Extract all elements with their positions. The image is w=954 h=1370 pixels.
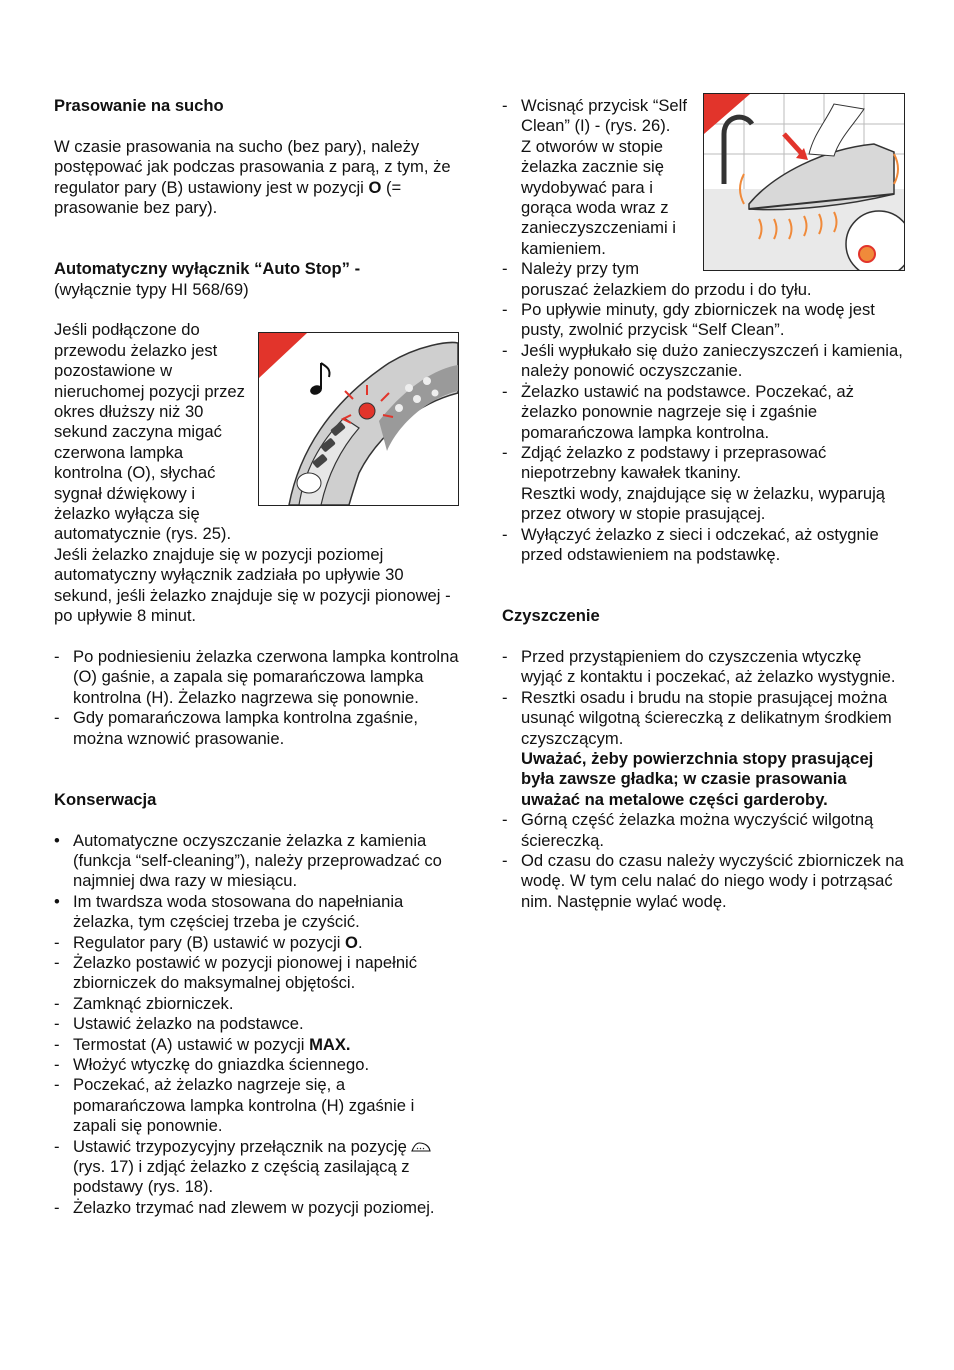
list-item: - Ustawić trzypozycyjny przełącznik na pozycję (rys. 17) i zdjąć żelazko z częścią zasilającą z podstawy (rys. 18). <box>54 1137 459 1198</box>
maintenance-heading: Konserwacja <box>54 789 157 809</box>
auto-stop-subheading: (wyłącznie typy HI 568/69) <box>54 279 249 299</box>
list-item: - Żelazko postawić w pozycji pionowej i napełnić zbiorniczek do maksymalnej objętości. <box>54 952 418 993</box>
auto-stop-timing-text: Jeśli żelazko znajduje się w pozycji poziomej automatyczny wyłącznik zadziała po upływie 30 sekund, jeśli żelazko znajduje się w pozycji pionowej - po upływie 8 minut. <box>54 544 451 626</box>
figure-25-spacer <box>251 320 459 510</box>
list-item: - Od czasu do czasu należy wyczyścić zbiorniczek na wodę. W tym celu nalać do niego wody i potrząsać nim. Następnie wylać wodę. <box>502 851 904 911</box>
list-item: - Wcisnąć przycisk “Self Clean” (I) - (rys. 26). Z otworów w stopie żelazka zacznie się wydobywać para i gorąca woda wraz z zanieczyszczeniami i kamieniem. <box>502 96 687 258</box>
iron-steam-icon <box>411 1141 431 1153</box>
list-item: • Im twardsza woda stosowana do napełniania żelazka, tym częściej trzeba je czyścić. <box>54 891 404 932</box>
list-item: - Po upływie minuty, gdy zbiorniczek na wodę jest pusty, zwolnić przycisk “Self Clean”. <box>502 300 875 340</box>
list-item: - Po podniesieniu żelazka czerwona lampka kontrolna (O) gaśnie, a zapala się pomarańczowa lampka kontrolna (H). Żelazko nagrzewa się ponownie. <box>54 646 459 707</box>
auto-stop-text: Jeśli podłączone do przewodu żelazko jest pozostawione w nieruchomej pozycji przez okres dłuższy niż 30 sekund zaczyna migać czerwona lampka kontrolna (O), słychać sygnał dźwiękowy i żelazko wyłącza się automatycznie (rys. 25). <box>54 320 245 544</box>
list-item: - Zamknąć zbiorniczek. <box>54 993 234 1013</box>
cleaning-warning: Uważać, żeby powierzchnia stopy prasującej była zawsze gładka; w czasie prasowania uważać na metalowe części garderoby. <box>521 748 874 809</box>
right-column <box>502 96 907 912</box>
list-item: • Automatyczne oczyszczanie żelazka z kamienia (funkcja “self-cleaning”), należy przeprowadzać co najmniej dwa razy w miesiącu. <box>54 830 442 891</box>
dry-ironing-heading: Prasowanie na sucho <box>54 96 224 115</box>
list-item: - Należy przy tym poruszać żelazkiem do przodu i do tyłu. <box>502 259 812 299</box>
cleaning-list <box>502 647 907 912</box>
auto-stop-heading: Automatyczny wyłącznik “Auto Stop” - <box>54 259 361 279</box>
list-item: - Przed przystąpieniem do czyszczenia wtyczkę wyjąć z kontaktu i poczekać, aż żelazko wystygnie. <box>502 646 896 687</box>
list-item: - Poczekać, aż żelazko nagrzeje się, a pomarańczowa lampka kontrolna (H) zgaśnie i zapali się ponownie. <box>54 1075 415 1136</box>
maintenance-list <box>54 831 459 1219</box>
list-item: - Włożyć wtyczkę do gniazdka ściennego. <box>54 1055 370 1074</box>
list-item: - Żelazko ustawić na podstawce. Poczekać, aż żelazko ponownie nagrzeje się i zgaśnie pomarańczowa lampka kontrolna. <box>502 381 854 442</box>
list-item: - Regulator pary (B) ustawić w pozycji O. <box>54 932 363 952</box>
left-column <box>54 96 459 1218</box>
dry-ironing-text: W czasie prasowania na sucho (bez pary), należy postępować jak podczas prasowania z parą, z tym, że regulator pary (B) ustawiony jest w pozycji O (= prasowanie bez pary). <box>54 136 451 218</box>
list-item: - Termostat (A) ustawić w pozycji MAX. <box>54 1034 351 1054</box>
list-item: - Górną część żelazka można wyczyścić wilgotną ściereczką. <box>502 810 874 850</box>
list-item: - Zdjąć żelazko z podstawy i przeprasować niepotrzebny kawałek tkaniny. Resztki wody, znajdujące się w żelazku, wyparują przez otwory w stopie prasującej. <box>502 442 885 524</box>
auto-stop-list <box>54 647 459 749</box>
list-item: - Resztki osadu i brudu na stopie prasującej można usunąć wilgotną ściereczką z delikatnym środkiem czyszczącym. Uważać, żeby powierzchnia stopy prasującej była zawsze gładka; w czasie prasowania uważać na metalowe części garderoby. <box>502 687 892 809</box>
list-item: - Żelazko trzymać nad zlewem w pozycji poziomej. <box>54 1197 435 1217</box>
list-item: - Wyłączyć żelazko z sieci i odczekać, aż ostygnie przed odstawieniem na podstawkę. <box>502 524 879 564</box>
cleaning-heading: Czyszczenie <box>502 606 600 626</box>
list-item: - Gdy pomarańczowa lampka kontrolna zgaśnie, można wznowić prasowanie. <box>54 708 418 748</box>
list-item: - Jeśli wypłukało się dużo zanieczyszczeń i kamienia, należy ponowić oczyszczanie. <box>502 340 903 381</box>
list-item: - Ustawić żelazko na podstawce. <box>54 1014 304 1034</box>
self-clean-list <box>502 96 907 565</box>
